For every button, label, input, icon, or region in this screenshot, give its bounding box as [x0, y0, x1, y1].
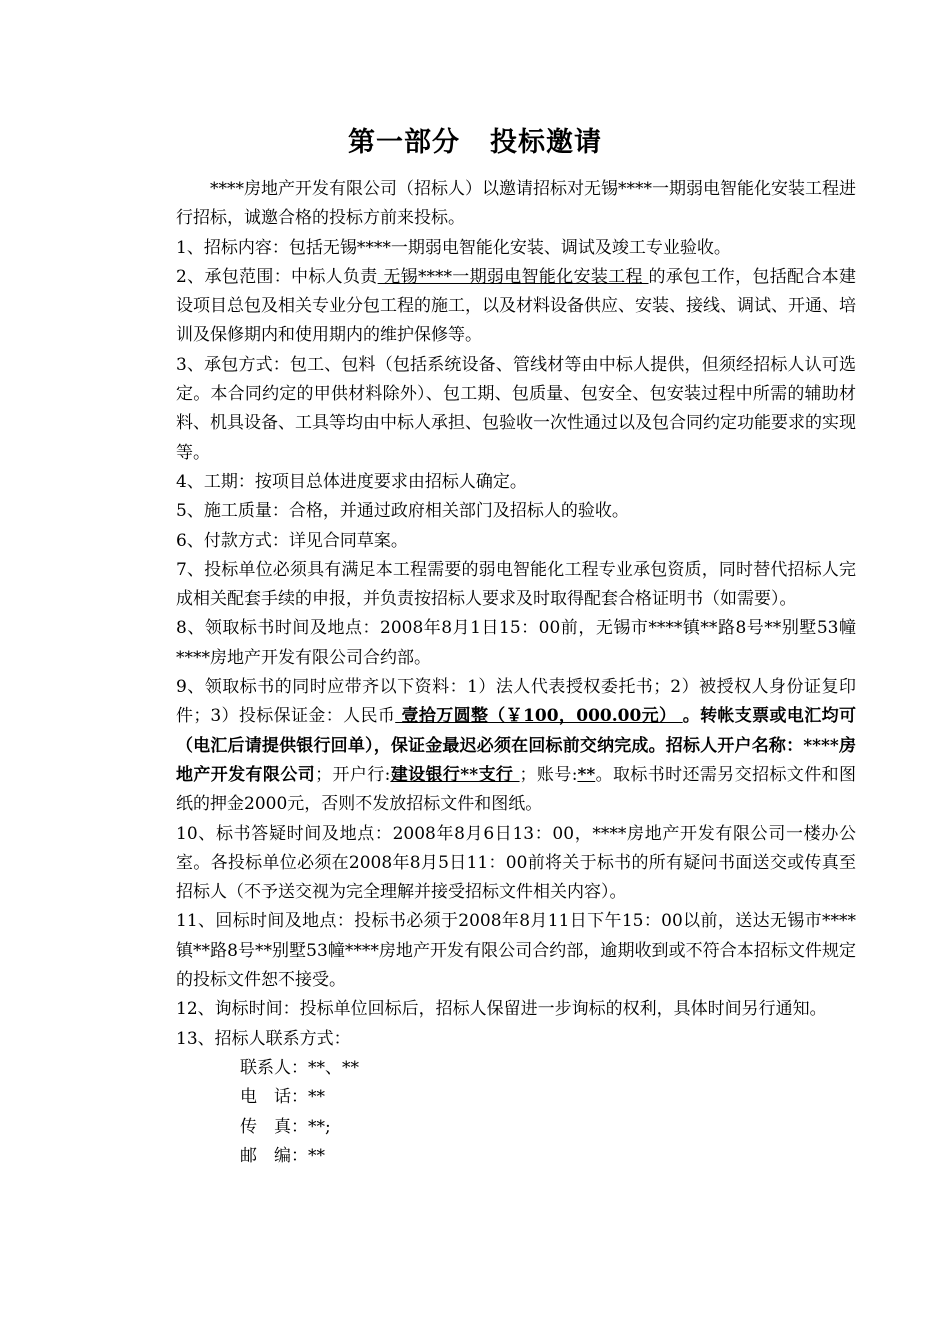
account-number: ** [577, 764, 596, 785]
page-title [0, 120, 950, 159]
contact-fax: 传 真：**; [240, 1116, 331, 1137]
document-body [176, 175, 856, 1171]
item-2: 2、承包范围：中标人负责 无锡****一期弱电智能化安装工程 的承包工作，包括配合本建设项目总包及相关专业分包工程的施工，以及材料设备供应、安装、接线、调试、开通、培训及保修期内和使用期内的维护保修等。 [176, 266, 857, 346]
deposit-amount: 壹拾万圆整（￥100，000.00元） [395, 706, 683, 727]
bank-name: 建设银行**支行 [390, 764, 520, 785]
intro-paragraph: ****房地产开发有限公司（招标人）以邀请招标对无锡****一期弱电智能化安装工程进行招标，诚邀合格的投标方前来投标。 [176, 179, 856, 229]
item-13: 13、招标人联系方式： [176, 1028, 351, 1049]
contact-postcode: 邮 编：** [240, 1145, 325, 1166]
title-part: 第一部分 [348, 127, 460, 158]
item-4: 4、工期：按项目总体进度要求由招标人确定。 [176, 471, 527, 492]
item-12: 12、询标时间：投标单位回标后，招标人保留进一步询标的权利，具体时间另行通知。 [176, 999, 827, 1020]
item-11: 11、回标时间及地点：投标书必须于2008年8月11日下午15：00以前，送达无锡市****镇**路8号**别墅53幢****房地产开发有限公司合约部，逾期收到或不符合本招标文件规定的投标文件恕不接受。 [176, 911, 856, 991]
item-5: 5、施工质量：合格，并通过政府相关部门及招标人的验收。 [176, 501, 629, 522]
item-9: 9、领取标书的同时应带齐以下资料：1）法人代表授权委托书；2）被授权人身份证复印件；3）投标保证金：人民币 壹拾万圆整（￥100，000.00元） 。转帐支票或电汇均可（电汇后请提供银行回单），保证金最迟必须在回标前交纳完成。招标人开户名称：****房地产开发有限公司；开户行:建设银行**支行 ；账号:**。取标书时还需另交招标文件和图纸的押金2000元，否则不发放招标文件和图纸。 [176, 677, 857, 815]
item-8: 8、领取标书时间及地点：2008年8月1日15：00前，无锡市****镇**路8号**别墅53幢****房地产开发有限公司合约部。 [176, 618, 856, 668]
item-6: 6、付款方式：详见合同草案。 [176, 530, 408, 551]
account-name: ****房地产开发有限公司 [176, 735, 857, 785]
contact-person: 联系人：**、** [240, 1057, 359, 1078]
contact-phone: 电 话：** [240, 1087, 325, 1108]
item-3: 3、承包方式：包工、包料（包括系统设备、管线材等由中标人提供，但须经招标人认可选定。本合同约定的甲供材料除外）、包工期、包质量、包安全、包安装过程中所需的辅助材料、机具设备、工具等均由中标人承担、包验收一次性通过以及包合同约定功能要求的实现等。 [176, 354, 856, 463]
project-name-underlined: 无锡****一期弱电智能化安装工程 [377, 266, 649, 287]
item-7: 7、投标单位必须具有满足本工程需要的弱电智能化工程专业承包资质，同时替代招标人完成相关配套手续的申报，并负责按招标人要求及时取得配套合格证明书（如需要）。 [176, 559, 856, 610]
item-10: 10、标书答疑时间及地点：2008年8月6日13：00，****房地产开发有限公司一楼办公室。各投标单位必须在2008年8月5日11：00前将关于标书的所有疑问书面送交或传真至招标人（不予送交视为完全理解并接受招标文件相关内容）。 [176, 823, 856, 903]
title-name: 投标邀请 [490, 127, 602, 158]
item-1: 1、招标内容：包括无锡****一期弱电智能化安装、调试及竣工专业验收。 [176, 237, 731, 258]
